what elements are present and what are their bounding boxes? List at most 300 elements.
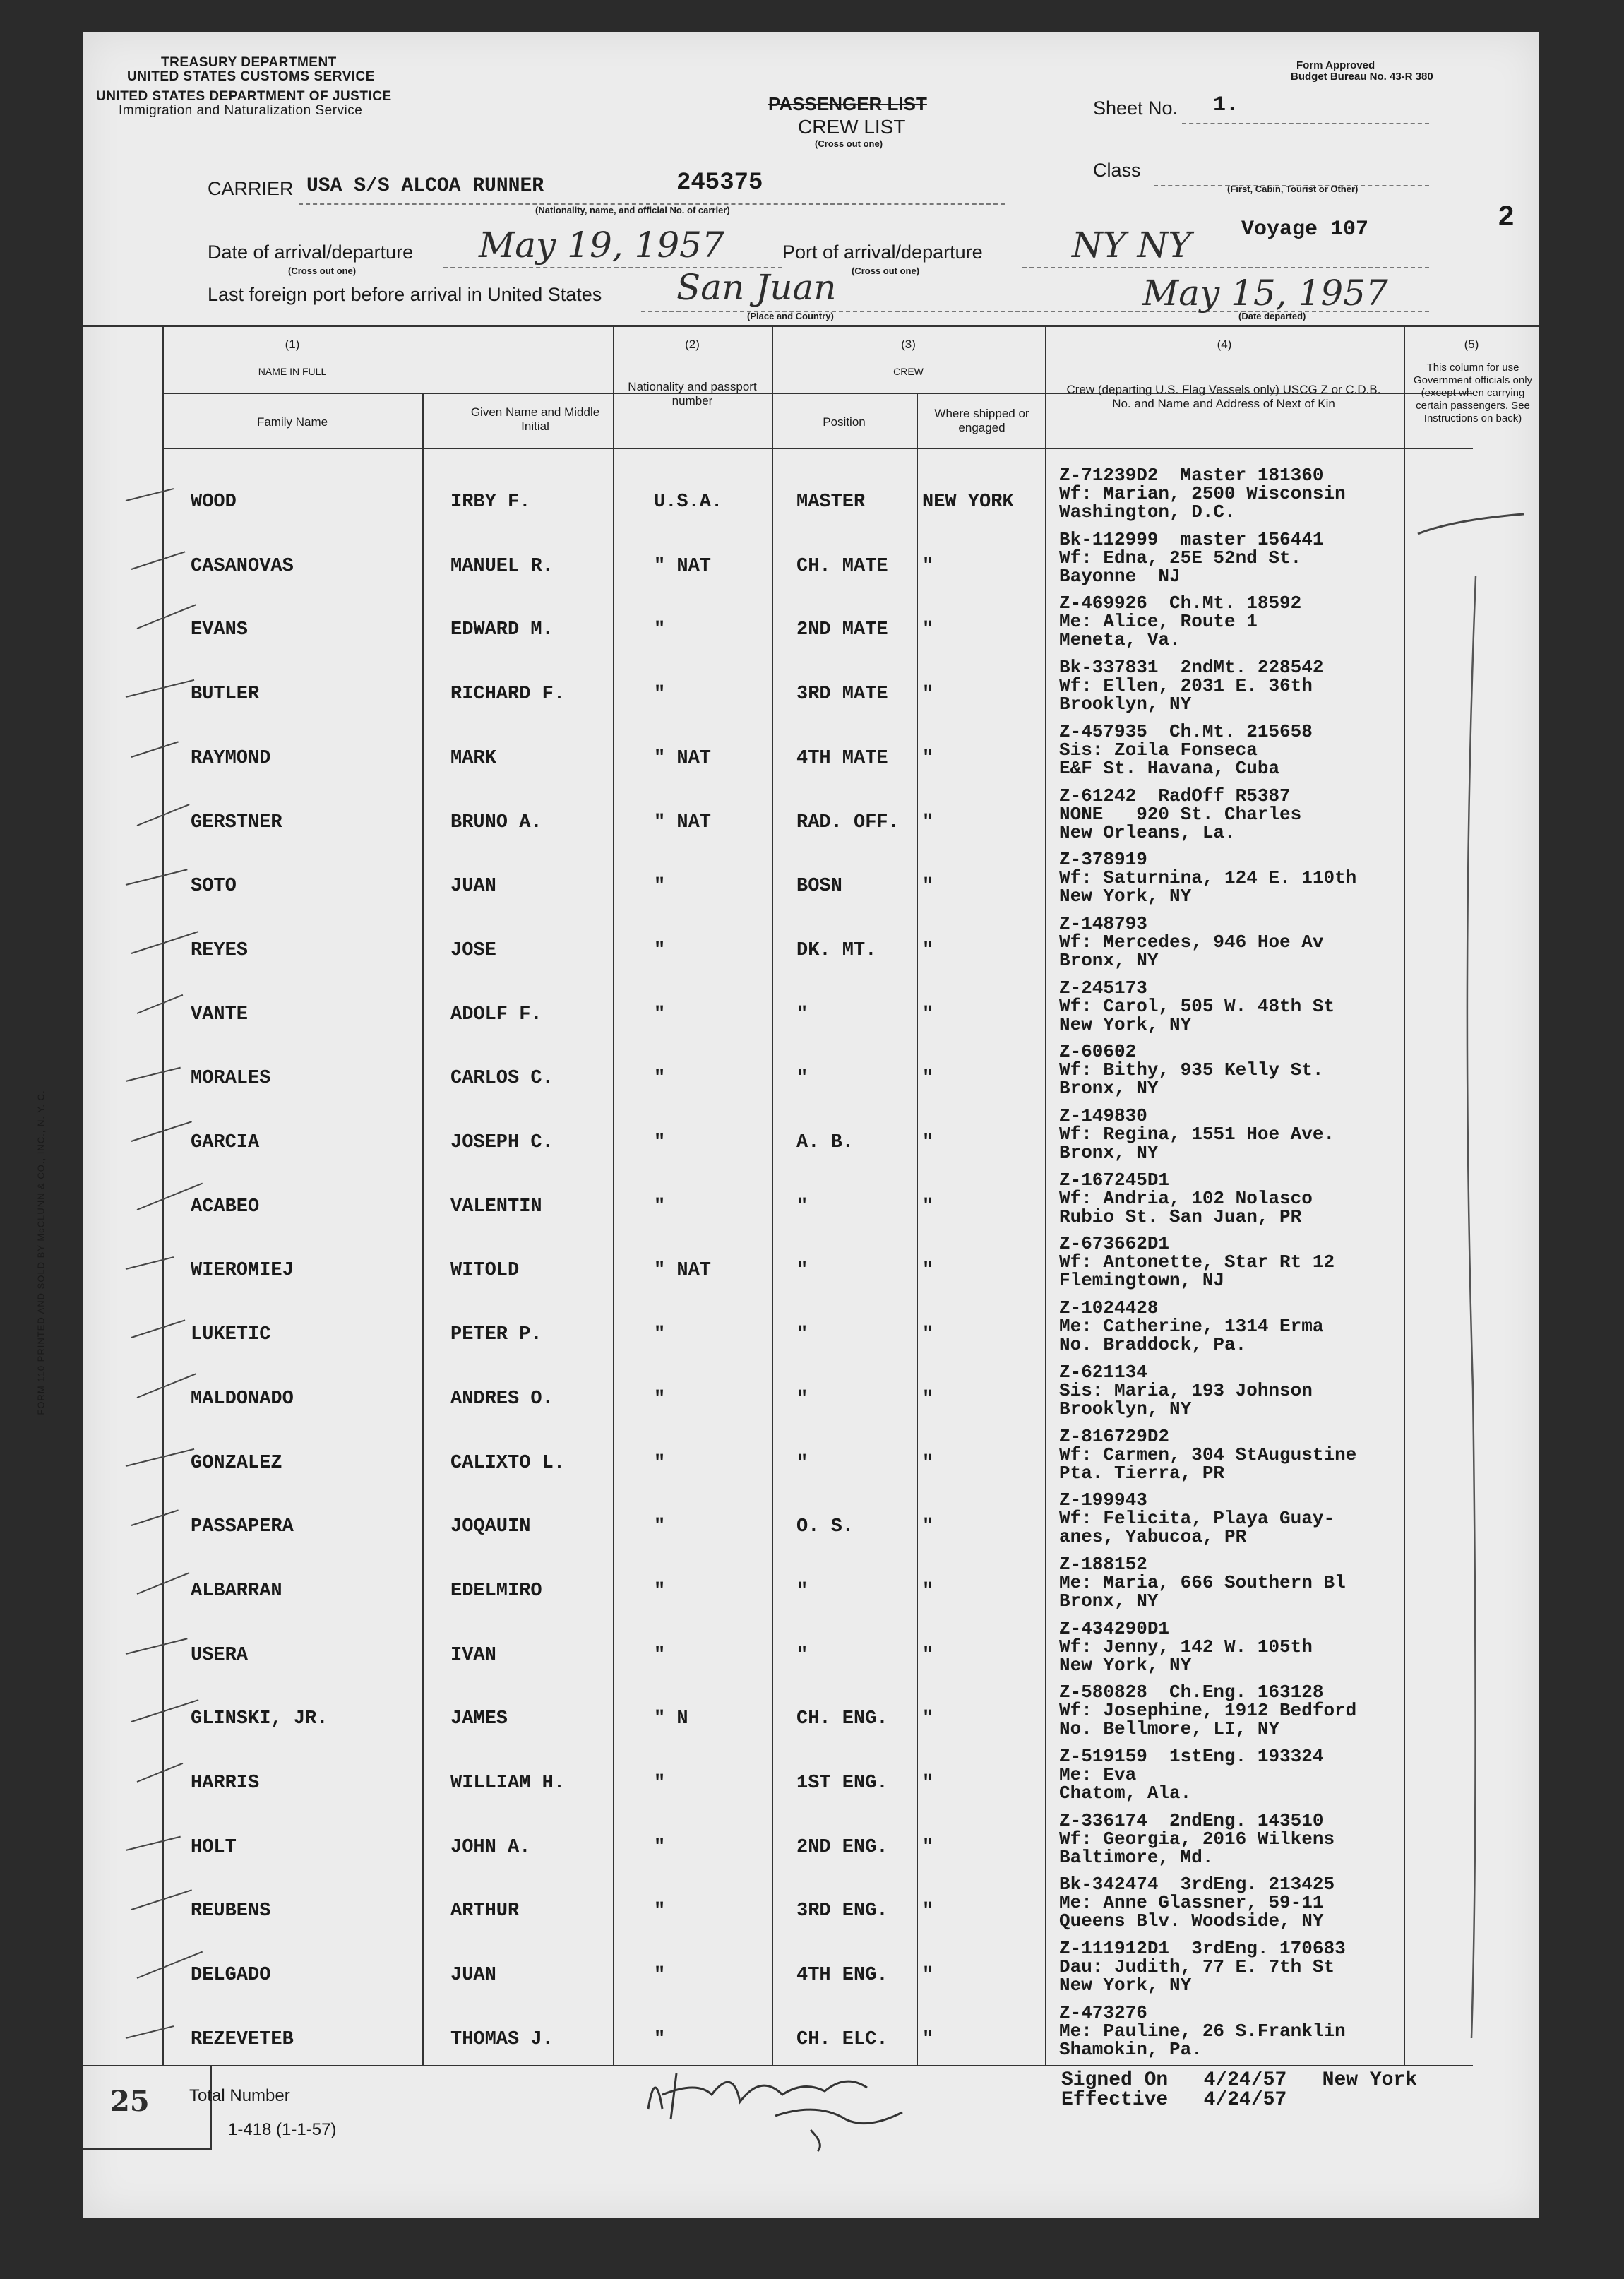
where-engaged: " [922,1004,934,1025]
table-row [83,905,1539,969]
position: DK. MT. [796,940,877,961]
position: 4TH ENG. [796,1965,888,1986]
given-name: VALENTIN [450,1196,542,1218]
nationality: " [654,619,666,641]
next-of-kin-line: Me: Alice, Route 1 [1059,611,1258,632]
position: MASTER [796,492,866,513]
given-name: RICHARD F. [450,684,566,705]
position: " [796,1068,808,1089]
col-where-header: Where shipped or engaged [934,407,1029,434]
address-line: Meneta, Va. [1059,629,1181,650]
next-of-kin-line: Wf: Andria, 102 Nolasco [1059,1188,1313,1209]
given-name: CARLOS C. [450,1068,554,1089]
class-note: (First, Cabin, Tourist or Other) [1227,184,1359,194]
check-mark [137,1373,196,1398]
family-name: HOLT [191,1837,237,1858]
dept-line-4: Immigration and Naturalization Service [119,103,363,118]
where-engaged: NEW YORK [922,492,1014,513]
position: A. B. [796,1132,854,1153]
crew-id-line: Z-816729D2 [1059,1426,1170,1447]
date-departed-handwritten: May 15, 1957 [1142,273,1388,314]
table-row [83,1802,1539,1866]
col-2-title: Nationality and passport number [628,380,757,407]
class-label: Class [1093,160,1141,181]
col-1-title: NAME IN FULL [258,366,327,377]
crew-id-line: Z-580828 Ch.Eng. 163128 [1059,1682,1324,1703]
address-line: New York, NY [1059,1655,1192,1676]
address-line: Shamokin, Pa. [1059,2039,1202,2060]
table-row [83,1481,1539,1545]
family-name: SOTO [191,876,237,897]
given-name: JOQAUIN [450,1516,531,1537]
table-row [83,1161,1539,1225]
table-row [83,713,1539,777]
address-line: Bronx, NY [1059,950,1159,971]
next-of-kin-line: Sis: Maria, 193 Johnson [1059,1380,1313,1401]
total-label: Total Number [189,2086,290,2105]
where-engaged: " [922,684,934,705]
voyage-number: Voyage 107 [1241,218,1369,242]
check-mark [126,1836,181,1851]
nationality: " NAT [654,556,712,577]
position: CH. ENG. [796,1708,888,1730]
crew-id-line: Z-61242 RadOff R5387 [1059,785,1291,807]
next-of-kin-line: Wf: Felicita, Playa Guay- [1059,1508,1335,1529]
family-name: ALBARRAN [191,1581,282,1602]
where-engaged: " [922,556,934,577]
next-of-kin-line: Wf: Bithy, 935 Kelly St. [1059,1059,1324,1081]
crew-id-line: Z-621134 [1059,1362,1147,1383]
check-mark [131,741,179,758]
where-engaged: " [922,1773,934,1794]
position: " [796,1581,808,1602]
nationality: " [654,1516,666,1537]
family-name: RAYMOND [191,748,271,769]
given-name: JOSE [450,940,496,961]
crew-id-line: Z-199943 [1059,1489,1147,1511]
given-name: WILLIAM H. [450,1773,566,1794]
position: 3RD MATE [796,684,888,705]
nationality: " [654,1196,666,1218]
crew-id-line: Z-71239D2 Master 181360 [1059,465,1324,486]
check-mark [131,931,199,954]
where-engaged: " [922,1516,934,1537]
crew-id-line: Z-1024428 [1059,1297,1159,1319]
col-position-header: Position [823,415,866,429]
table-row [83,1865,1539,1932]
budget-bureau: Budget Bureau No. 43-R 380 [1291,71,1433,83]
crew-list-document [35,32,1539,2218]
check-mark [126,488,174,501]
nationality: " [654,2029,666,2050]
family-name: BUTLER [191,684,260,705]
nationality: " [654,1388,666,1410]
where-engaged: " [922,748,934,769]
given-name: ARTHUR [450,1900,520,1922]
where-engaged: " [922,1965,934,1986]
next-of-kin-line: Me: Anne Glassner, 59-11 [1059,1892,1324,1913]
given-name: PETER P. [450,1324,542,1345]
next-of-kin-line: Me: Catherine, 1314 Erma [1059,1316,1324,1337]
family-name: REZEVETEB [191,2029,294,2050]
table-row [83,1225,1539,1289]
cross-out-note: (Cross out one) [815,138,883,149]
position: " [796,1004,808,1025]
position: BOSN [796,876,842,897]
next-of-kin-line: Wf: Georgia, 2016 Wilkens [1059,1828,1335,1850]
table-row [83,1353,1539,1420]
position: " [796,1645,808,1666]
table-top-rule [83,325,1539,327]
table-row [83,1033,1539,1097]
given-name: JUAN [450,876,496,897]
position: 2ND MATE [796,619,888,641]
where-engaged: " [922,1068,934,1089]
crew-id-line: Z-188152 [1059,1554,1147,1575]
table-row [83,1737,1539,1802]
address-line: Chatom, Ala. [1059,1783,1192,1804]
table-row [83,456,1539,523]
given-name: JOSEPH C. [450,1132,554,1153]
table-row [83,1417,1539,1482]
address-line: No. Braddock, Pa. [1059,1334,1247,1355]
nationality: " [654,1453,666,1474]
col-5-title: This column for use Government officials only (except when carrying certain passengers. See Instructions on back) [1413,362,1533,424]
date-departed-note: (Date departed) [1238,311,1306,321]
table-row [83,1545,1539,1612]
crew-id-line: Z-245173 [1059,977,1147,999]
passenger-list-title: PASSENGER LIST [768,93,927,114]
address-line: Brooklyn, NY [1059,694,1192,715]
form-approved: Form Approved [1296,59,1375,71]
carrier-label: CARRIER [208,178,294,199]
family-name: REUBENS [191,1900,271,1922]
position: CH. ELC. [796,2029,888,2050]
nationality: U.S.A. [654,492,723,513]
nationality: " [654,1324,666,1345]
next-of-kin-line: Wf: Regina, 1551 Hoe Ave. [1059,1124,1335,1145]
table-row [83,520,1539,585]
crew-id-line: Bk-112999 master 156441 [1059,529,1324,550]
position: O. S. [796,1516,854,1537]
where-engaged: " [922,1581,934,1602]
crew-id-line: Z-457935 Ch.Mt. 215658 [1059,721,1313,742]
family-name: USERA [191,1645,249,1666]
crew-id-line: Z-673662D1 [1059,1233,1170,1254]
nationality: " [654,684,666,705]
address-line: Pta. Tierra, PR [1059,1463,1225,1484]
table-row [83,584,1539,648]
next-of-kin-line: Wf: Josephine, 1912 Bedford [1059,1700,1357,1721]
nationality: " [654,1837,666,1858]
arrival-label: Date of arrival/departure [208,242,414,263]
family-name: WIEROMIEJ [191,1260,294,1281]
check-mark [126,1256,174,1270]
where-engaged: " [922,2029,934,2050]
where-engaged: " [922,619,934,641]
position: 1ST ENG. [796,1773,888,1794]
nationality: " [654,1581,666,1602]
crew-id-line: Z-469926 Ch.Mt. 18592 [1059,593,1302,614]
where-engaged: " [922,1708,934,1730]
check-mark [131,1509,179,1526]
table-row [83,1994,1539,2058]
port-cross-out: (Cross out one) [852,266,920,276]
signed-on: Signed On 4/24/57 New York [1061,2069,1418,2091]
table-row [83,648,1539,713]
family-name: EVANS [191,619,249,641]
family-name: GONZALEZ [191,1453,282,1474]
carrier-note: (Nationality, name, and official No. of carrier) [535,205,730,215]
address-line: Rubio St. San Juan, PR [1059,1206,1302,1227]
given-name: BRUNO A. [450,812,542,833]
check-mark [131,1889,192,1910]
nationality: " [654,1900,666,1922]
family-name: GLINSKI, JR. [191,1708,328,1730]
table-row [83,1673,1539,1737]
crew-id-line: Z-336174 2ndEng. 143510 [1059,1810,1324,1831]
table-row [83,777,1539,841]
printer-imprint: FORM 110 PRINTED AND SOLD BY McCLUNN & CO., INC., N. Y. C. [35,1090,47,1415]
address-line: Bronx, NY [1059,1078,1159,1099]
col-4-number: (4) [1217,338,1232,351]
next-of-kin-line: Wf: Carol, 505 W. 48th St [1059,996,1335,1017]
dept-line-3: UNITED STATES DEPARTMENT OF JUSTICE [96,89,392,104]
family-name: DELGADO [191,1965,271,1986]
address-line: New Orleans, La. [1059,822,1236,843]
check-mark [137,1572,190,1595]
family-name: REYES [191,940,249,961]
effective-date: Effective 4/24/57 [1061,2089,1287,2111]
nationality: " N [654,1708,688,1730]
col-family-header: Family Name [256,415,328,429]
where-engaged: " [922,876,934,897]
family-name: MORALES [191,1068,271,1089]
nationality: " [654,1004,666,1025]
next-of-kin-line: Wf: Mercedes, 946 Hoe Av [1059,932,1324,953]
check-mark [131,551,186,570]
address-line: Bayonne NJ [1059,566,1181,587]
check-mark [126,2025,174,2039]
where-engaged: " [922,1324,934,1345]
crew-id-line: Bk-342474 3rdEng. 213425 [1059,1874,1335,1895]
position: CH. MATE [796,556,888,577]
given-name: THOMAS J. [450,2029,554,2050]
address-line: Washington, D.C. [1059,501,1236,523]
family-name: HARRIS [191,1773,260,1794]
port-line [1022,266,1429,268]
carrier-number: 245375 [676,169,763,196]
check-mark [137,604,196,629]
address-line: Baltimore, Md. [1059,1847,1214,1868]
position: " [796,1324,808,1345]
sheet-no-value: 1. [1213,93,1239,117]
crew-id-line: Z-111912D1 3rdEng. 170683 [1059,1938,1346,1959]
given-name: WITOLD [450,1260,520,1281]
address-line: New York, NY [1059,1014,1192,1035]
dept-line-2: UNITED STATES CUSTOMS SERVICE [127,69,375,84]
col-1-number: (1) [285,338,300,351]
check-mark [126,679,195,698]
next-of-kin-line: Wf: Marian, 2500 Wisconsin [1059,483,1346,504]
family-name: GERSTNER [191,812,282,833]
address-line: Bronx, NY [1059,1590,1159,1612]
carrier-value: USA S/S ALCOA RUNNER [306,175,544,197]
address-line: Flemingtown, NJ [1059,1270,1225,1291]
next-of-kin-line: NONE 920 St. Charles [1059,804,1302,825]
next-of-kin-line: Wf: Ellen, 2031 E. 36th [1059,675,1313,696]
table-row [83,1609,1539,1674]
nationality: " [654,1132,666,1153]
position: " [796,1196,808,1218]
given-name: JOHN A. [450,1837,531,1858]
col-3-title: CREW [893,366,924,377]
address-line: Queens Blv. Woodside, NY [1059,1910,1324,1932]
family-name: VANTE [191,1004,249,1025]
last-port-label: Last foreign port before arrival in United States [208,284,602,305]
place-note: (Place and Country) [747,311,834,321]
col-2-number: (2) [685,338,700,351]
where-engaged: " [922,940,934,961]
crew-id-line: Z-60602 [1059,1041,1137,1062]
given-name: EDWARD M. [450,619,554,641]
position: 4TH MATE [796,748,888,769]
position: RAD. OFF. [796,812,900,833]
crew-id-line: Z-148793 [1059,913,1147,934]
sheet-no-line [1182,121,1429,124]
nationality: " NAT [654,1260,712,1281]
where-engaged: " [922,1260,934,1281]
check-mark [131,1121,192,1142]
where-engaged: " [922,1196,934,1218]
check-mark [126,1638,188,1655]
family-name: GARCIA [191,1132,260,1153]
family-name: PASSAPERA [191,1516,294,1537]
next-of-kin-line: Wf: Jenny, 142 W. 105th [1059,1636,1313,1658]
address-line: anes, Yabucoa, PR [1059,1526,1247,1547]
nationality: " [654,1068,666,1089]
crew-id-line: Z-434290D1 [1059,1618,1170,1639]
nationality: " [654,1773,666,1794]
given-name: CALIXTO L. [450,1453,566,1474]
next-of-kin-line: Dau: Judith, 77 E. 7th St [1059,1956,1335,1977]
position: " [796,1388,808,1410]
col-5-number: (5) [1464,338,1479,351]
address-line: New York, NY [1059,1975,1192,1996]
arrival-date-handwritten: May 19, 1957 [479,225,724,266]
address-line: No. Bellmore, LI, NY [1059,1718,1280,1739]
address-line: Brooklyn, NY [1059,1398,1192,1420]
next-of-kin-line: Me: Eva [1059,1764,1137,1785]
check-mark [126,1448,195,1467]
check-mark [126,1067,181,1082]
crew-id-line: Z-473276 [1059,2002,1147,2023]
family-name: CASANOVAS [191,556,294,577]
form-number: 1-418 (1-1-57) [228,2120,337,2139]
sheet-no-label: Sheet No. [1093,97,1178,119]
crew-id-line: Bk-337831 2ndMt. 228542 [1059,657,1324,678]
address-line: Bronx, NY [1059,1142,1159,1163]
check-mark [137,804,190,826]
nationality: " [654,876,666,897]
given-name: JUAN [450,1965,496,1986]
check-mark [131,1319,186,1338]
given-name: MANUEL R. [450,556,554,577]
family-name: MALDONADO [191,1388,294,1410]
given-name: IVAN [450,1645,496,1666]
check-mark [131,1699,199,1722]
crew-id-line: Z-149830 [1059,1105,1147,1126]
where-engaged: " [922,1453,934,1474]
col-subheader-rule [162,448,1473,449]
crew-list-title: CREW LIST [798,116,906,138]
given-name: ADOLF F. [450,1004,542,1025]
next-of-kin-line: Sis: Zoila Fonseca [1059,739,1258,761]
table-row [83,969,1539,1033]
next-of-kin-line: Me: Pauline, 26 S.Franklin [1059,2021,1346,2042]
table-row [83,1289,1539,1353]
last-port-handwritten: San Juan [676,267,837,308]
where-engaged: " [922,1837,934,1858]
port-label: Port of arrival/departure [782,242,983,263]
next-of-kin-line: Wf: Carmen, 304 StAugustine [1059,1444,1357,1465]
arrival-cross-out: (Cross out one) [288,266,357,276]
signature [634,2052,973,2158]
table-row [83,840,1539,905]
next-of-kin-line: Wf: Saturnina, 124 E. 110th [1059,867,1357,888]
next-of-kin-line: Wf: Antonette, Star Rt 12 [1059,1251,1335,1273]
where-engaged: " [922,1900,934,1922]
col-given-header: Given Name and Middle Initial [470,405,600,433]
given-name: ANDRES O. [450,1388,554,1410]
page-mark: 2 [1498,201,1515,232]
col-4-title: Crew (departing U.S. Flag Vessels only) USCG Z or C.D.B. No. and Name and Address of Next of Kin [1066,383,1381,410]
next-of-kin-line: Wf: Edna, 25E 52nd St. [1059,547,1302,569]
where-engaged: " [922,1132,934,1153]
nationality: " NAT [654,748,712,769]
nationality: " [654,1965,666,1986]
position: 2ND ENG. [796,1837,888,1858]
given-name: EDELMIRO [450,1581,542,1602]
where-engaged: " [922,1388,934,1410]
check-mark [137,1763,184,1783]
given-name: MARK [450,748,496,769]
table-row [83,1929,1539,1994]
where-engaged: " [922,1645,934,1666]
crew-id-line: Z-167245D1 [1059,1170,1170,1191]
total-count: 25 [110,2085,150,2118]
where-engaged: " [922,812,934,833]
family-name: LUKETIC [191,1324,271,1345]
check-mark [126,869,188,886]
table-row [83,1097,1539,1161]
nationality: " NAT [654,812,712,833]
family-name: ACABEO [191,1196,260,1218]
nationality: " [654,940,666,961]
next-of-kin-line: Me: Maria, 666 Southern Bl [1059,1572,1346,1593]
nationality: " [654,1645,666,1666]
official-column-marks [1411,470,1531,2052]
given-name: JAMES [450,1708,508,1730]
address-line: E&F St. Havana, Cuba [1059,758,1280,779]
address-line: New York, NY [1059,886,1192,907]
position: " [796,1260,808,1281]
position: " [796,1453,808,1474]
col-3-number: (3) [901,338,916,351]
port-handwritten: NY NY [1072,225,1192,266]
position: 3RD ENG. [796,1900,888,1922]
dept-line-1: TREASURY DEPARTMENT [161,55,337,70]
